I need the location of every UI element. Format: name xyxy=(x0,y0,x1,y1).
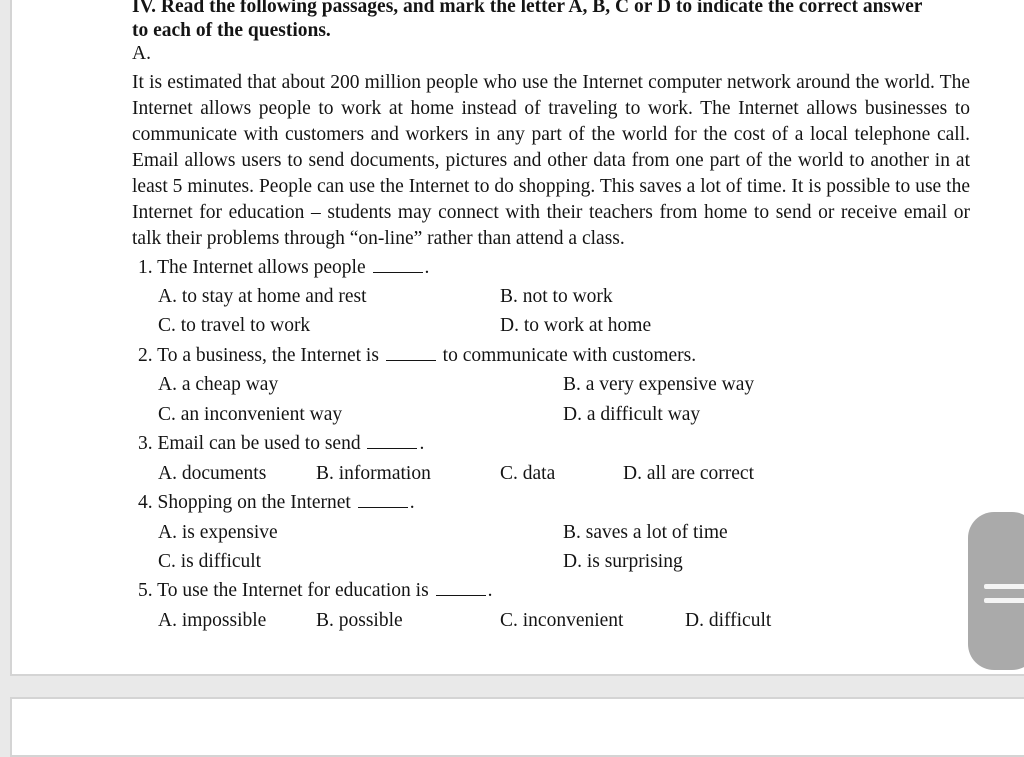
answer-blank xyxy=(373,256,423,273)
option-a: A. to stay at home and rest xyxy=(158,286,367,307)
question-3-end: . xyxy=(419,433,425,454)
grip-line-icon xyxy=(984,584,1024,589)
answer-blank xyxy=(386,344,436,361)
question-4-text: 4. Shopping on the Internet xyxy=(138,492,351,513)
question-5-end: . xyxy=(487,580,493,601)
exercise-heading-continued: to each of the questions. xyxy=(132,20,331,41)
question-2-end: to communicate with customers. xyxy=(442,345,697,366)
question-3 xyxy=(138,432,424,456)
option-c: C. inconvenient xyxy=(500,610,624,631)
question-1-end: . xyxy=(424,257,430,278)
exercise-heading: IV. Read the following passages, and mark the letter A, B, C or D to indicate the correct answer xyxy=(132,0,923,17)
option-a: A. is expensive xyxy=(158,522,278,543)
question-2 xyxy=(138,344,696,368)
option-a: A. a cheap way xyxy=(158,374,279,395)
scroll-handle[interactable] xyxy=(968,512,1024,670)
option-d: D. all are correct xyxy=(623,463,754,484)
question-3-text: 3. Email can be used to send xyxy=(138,433,361,454)
answer-blank xyxy=(358,491,408,508)
question-5 xyxy=(138,579,492,603)
question-2-text: 2. To a business, the Internet is xyxy=(138,345,379,366)
option-c: C. is difficult xyxy=(158,551,262,572)
section-label: A. xyxy=(132,43,151,64)
option-c: C. to travel to work xyxy=(158,315,311,336)
option-b: B. saves a lot of time xyxy=(563,522,728,543)
question-1 xyxy=(138,256,429,280)
option-c: C. an inconvenient way xyxy=(158,404,343,425)
reading-passage: It is estimated that about 200 million people who use the Internet computer network around the world. The Internet allows people to work at home instead of traveling to work. The Internet allows businesses to communicate with customers and workers in any part of the world for the cost of a local telephone call. Email allows users to send documents, pictures and other data from one part of the world to another in at least 5 minutes. People can use the Internet to do shopping. This saves a lot of time. It is possible to use the Internet for education – students may connect with their teachers from home to send or receive email or talk their problems through “on-line” rather than attend a class. xyxy=(132,72,970,249)
option-b: B. a very expensive way xyxy=(563,374,755,395)
grip-line-icon xyxy=(984,598,1024,603)
option-d: D. difficult xyxy=(685,610,772,631)
option-a: A. documents xyxy=(158,463,267,484)
option-b: B. information xyxy=(316,463,431,484)
answer-blank xyxy=(436,579,486,596)
option-a: A. impossible xyxy=(158,610,267,631)
option-b: B. not to work xyxy=(500,286,613,307)
option-c: C. data xyxy=(500,463,556,484)
question-4-end: . xyxy=(409,492,415,513)
answer-blank xyxy=(367,432,417,449)
question-4 xyxy=(138,491,415,515)
option-b: B. possible xyxy=(316,610,403,631)
option-d: D. to work at home xyxy=(500,315,652,336)
option-d: D. a difficult way xyxy=(563,404,701,425)
question-5-text: 5. To use the Internet for education is xyxy=(138,580,429,601)
next-document-page xyxy=(10,697,1024,757)
option-d: D. is surprising xyxy=(563,551,683,572)
question-1-text: 1. The Internet allows people xyxy=(138,257,366,278)
